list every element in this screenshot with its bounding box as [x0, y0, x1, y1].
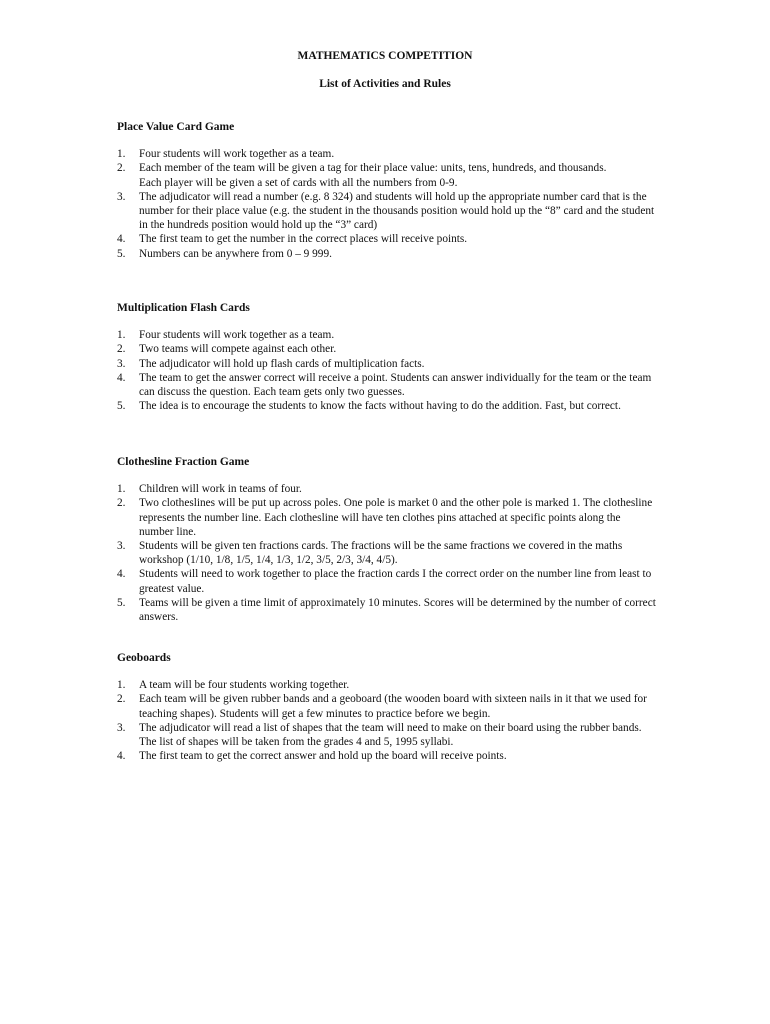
item-text: Students will be given ten fractions cards. The fractions will be the same fractions we covered in the maths workshop (1/10, 1/8, 1/5, 1/4, 1/3, 1/2, 3/5, 2/3, 3/4, 4/5).	[139, 540, 623, 567]
item-text: Each team will be given rubber bands and a geoboard (the wooden board with sixteen nails in it that we used for teaching shapes). Students will get a few minutes to practice before we begin.	[139, 693, 647, 720]
rules-list	[117, 678, 657, 763]
section-multiplication-flash-cards	[117, 301, 657, 413]
item-number: 1.	[117, 679, 126, 692]
list-item	[117, 721, 657, 749]
item-number: 4.	[117, 233, 126, 246]
item-text: Two teams will compete against each other.	[139, 343, 337, 356]
list-item	[117, 596, 657, 624]
item-text: The adjudicator will hold up flash cards of multiplication facts.	[139, 357, 425, 370]
item-number: 1.	[117, 483, 126, 496]
list-item	[117, 328, 657, 342]
item-text: Teams will be given a time limit of approximately 10 minutes. Scores will be determined by the number of correct answers.	[139, 596, 656, 624]
list-item	[117, 371, 657, 399]
item-extra-text: Each player will be given a set of cards with all the numbers from 0-9.	[139, 176, 458, 189]
item-text: Numbers can be anywhere from 0 – 9 999.	[139, 247, 332, 260]
item-number: 4.	[117, 568, 126, 581]
list-item	[117, 161, 657, 189]
item-text: Two clotheslines will be put up across poles. One pole is market 0 and the other pole is marked 1. The clothesline represents the number line. Each clothesline will have ten clothes pins attached at specific points along the number line.	[139, 497, 653, 538]
item-text: Four students will work together as a team.	[139, 148, 335, 161]
item-text: The adjudicator will read a list of shapes that the team will need to make on their board using the rubber bands. The list of shapes will be taken from the grades 4 and 5, 1995 syllabi.	[139, 721, 642, 749]
item-number: 1.	[117, 329, 126, 342]
list-item	[117, 678, 657, 692]
item-number: 2.	[117, 343, 126, 356]
list-item	[117, 482, 657, 496]
section-heading: Clothesline Fraction Game	[117, 456, 250, 468]
list-item	[117, 496, 657, 539]
item-text: Children will work in teams of four.	[139, 483, 302, 496]
item-text: The idea is to encourage the students to know the facts without having to do the addition. Fast, but correct.	[139, 400, 621, 413]
list-item	[117, 357, 657, 371]
list-item	[117, 232, 657, 246]
list-item	[117, 147, 657, 161]
item-number: 3.	[117, 540, 126, 553]
item-text: Students will need to work together to place the fraction cards I the correct order on the number line from least to greatest value.	[139, 568, 652, 595]
item-number: 3.	[117, 190, 126, 203]
item-text: Four students will work together as a team.	[139, 329, 335, 342]
list-item	[117, 539, 657, 567]
item-number: 2.	[117, 162, 126, 175]
list-item	[117, 190, 657, 233]
item-number: 2.	[117, 693, 126, 706]
item-text: The first team to get the correct answer and hold up the board will receive points.	[139, 750, 507, 763]
document-subtitle: List of Activities and Rules	[319, 78, 451, 90]
section-heading: Geoboards	[117, 652, 171, 664]
rules-list	[117, 147, 657, 261]
rules-list	[117, 328, 657, 413]
list-item	[117, 749, 657, 763]
list-item	[117, 342, 657, 356]
section-clothesline-fraction-game	[117, 455, 657, 624]
item-text: Each member of the team will be given a tag for their place value: units, tens, hundreds, and thousands.	[139, 162, 607, 175]
item-number: 2.	[117, 497, 126, 510]
list-item	[117, 247, 657, 261]
item-number: 4.	[117, 750, 126, 763]
item-number: 3.	[117, 721, 126, 734]
item-text: The adjudicator will read a number (e.g. 8 324) and students will hold up the appropriate number card that is the number for their place value (e.g. the student in the thousands position would hold up the “8” card and the student in the hundreds position would hold up the “3” card)	[139, 190, 655, 232]
item-text: The first team to get the number in the correct places will receive points.	[139, 233, 468, 246]
section-heading: Multiplication Flash Cards	[117, 302, 250, 314]
section-geoboards	[117, 651, 657, 763]
section-place-value-card-game	[117, 120, 657, 261]
document-title: MATHEMATICS COMPETITION	[297, 50, 473, 62]
list-item	[117, 692, 657, 720]
section-heading: Place Value Card Game	[117, 121, 235, 133]
item-number: 3.	[117, 357, 126, 370]
list-item	[117, 567, 657, 595]
item-text: A team will be four students working together.	[139, 679, 350, 692]
item-number: 5.	[117, 400, 126, 413]
item-number: 5.	[117, 596, 126, 609]
item-number: 1.	[117, 148, 126, 161]
item-text: The team to get the answer correct will receive a point. Students can answer individually for the team or the team can discuss the question. Each team gets only two guesses.	[139, 371, 652, 399]
rules-list	[117, 482, 657, 624]
item-number: 4.	[117, 371, 126, 384]
list-item	[117, 399, 657, 413]
item-number: 5.	[117, 247, 126, 260]
